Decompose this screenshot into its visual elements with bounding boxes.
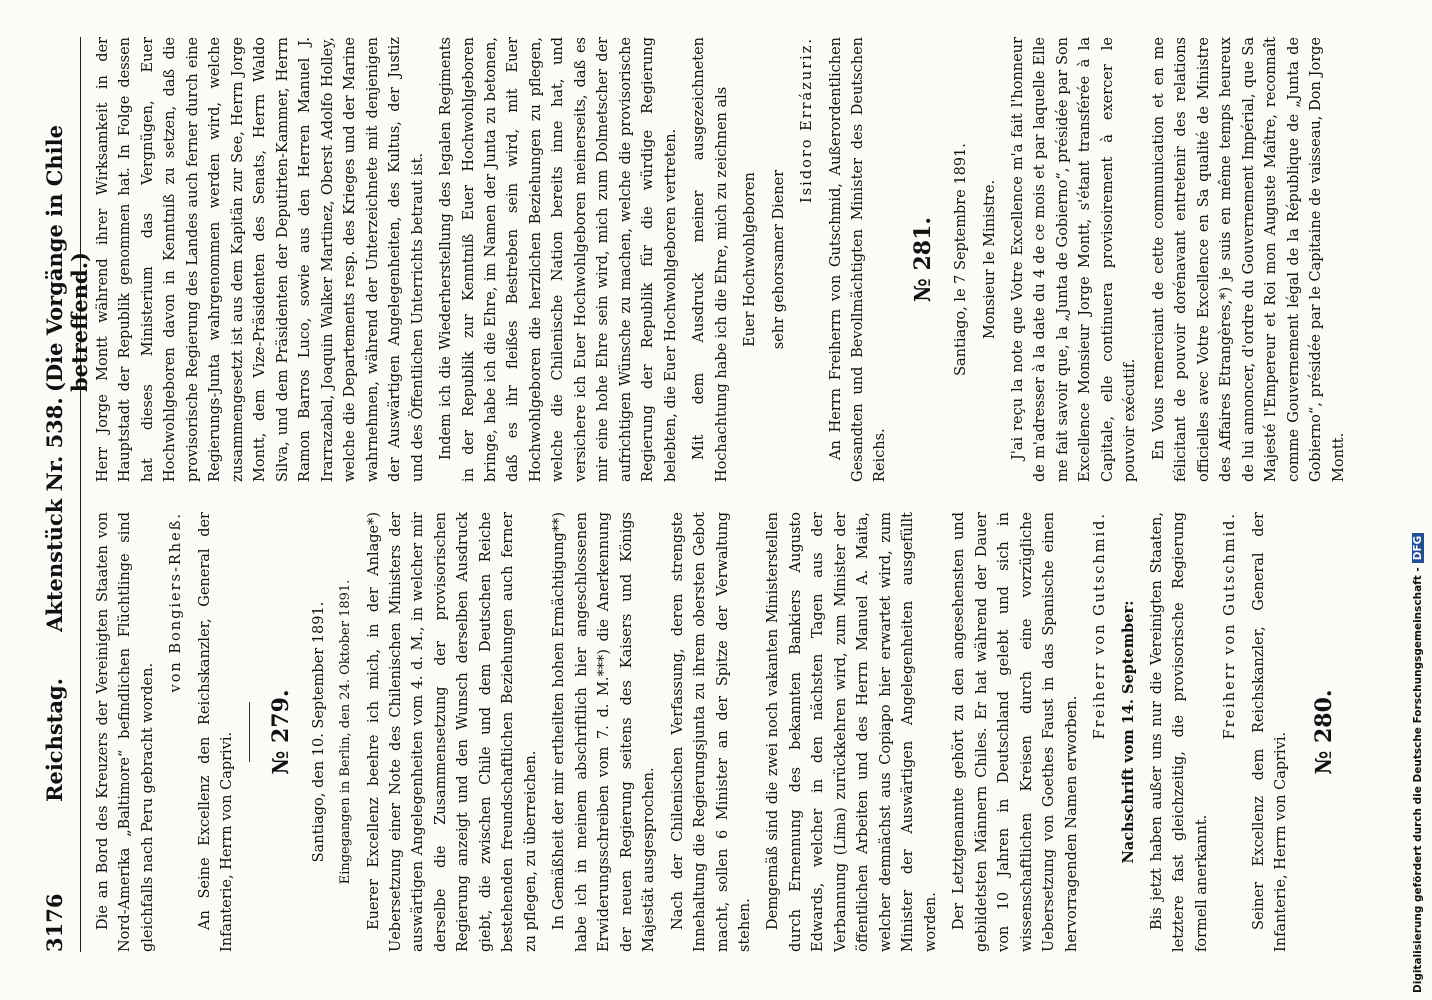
doc-281-salutation: Monsieur le Ministre. xyxy=(981,179,998,340)
doc-280-label xyxy=(1351,512,1352,952)
closing-line: Euer Hochwohlgeboren xyxy=(742,172,759,347)
document-subject: (Die Vorgänge in Chile betreffend.) xyxy=(42,124,92,392)
postscript-signature: Freiherr von Gutschmid. xyxy=(1222,512,1239,740)
doc-279-paragraph: Der Letztgenannte gehört zu den angesehensten und gebildetsten Männern Chiles. Er hat während der Dauer von 10 Jahren in Deutschland gelebt und sich in wissenschaftlichen Kreisen durch eine vorzügliche Uebersetzung von Goethes Faust in das Spanische einen hervorragenden Namen erworben. xyxy=(951,512,1080,952)
page-number: 3176 xyxy=(42,893,67,952)
doc-279-paragraph: Euerer Excellenz beehre ich mich, in der Anlage*) Uebersetzung einer Note des Chilenischen Ministers der auswärtigen Angelegenheiten vom 4. d. M., in welcher mir derselbe die Zusammensetzung der provisorischen Regierung anzeigt und den Wunsch derselben Ausdruck giebt, die zwischen Chile und dem Deutschen Reiche bestehenden freundschaftlichen Beziehungen auch ferner zu pflegen, zu überreichen. xyxy=(365,512,539,952)
document-number: Aktenstück Nr. 538. xyxy=(42,397,67,632)
doc-281-number: № 281. xyxy=(909,216,936,303)
doc-281-paragraph: En Vous remerciant de cette communication et en me félicitant de pouvoir dorénavant entretenir des relations officielles avec Votre Excellence en Sa qualité de Ministre des Affaires Etrangères,*) je suis en même temps heureux de lui annoncer, d'ordre du Gouvernement Impérial, que Sa Majesté l'Empereur et Roi mon Auguste Maître, reconnaît comme Gouvernement légal de la République de „Junta de Gobierno“, présidée par le Capitaine de vaisseau, Don Jorge Montt. xyxy=(1150,37,1347,482)
stamp-text: Digitalisierung gefördert durch die Deutsche Forschungsgemeinschaft - xyxy=(1412,567,1424,993)
left-column xyxy=(92,512,1352,952)
doc-280-continued: Herr Jorge Montt während ihrer Wirksamkeit in der Hauptstadt der Republik genommen hat. In Folge dessen hat dieses Ministerium das Vergnügen, Euer Hochwohlgeboren davon in Kenntniß zu setzen, daß die provisorische Regierung des Landes auch ferner durch eine Regierungs-Junta wahrgenommen werden wird, welche zusammengesetzt ist aus dem Kapitän zur See, Herrn Jorge Montt, dem Vize-Präsidenten des Senats, Herrn Waldo Silva, und dem Präsidenten der Deputirten-Kammer, Herrn Ramon Barros Luco, sowie aus den Herren Manuel J. Irarrazabal, Joaquin Walker Martinez, Oberst Adolfo Holley, welche die Departements resp. des Krieges und der Marine wahrnehmen, während der Unterzeichnete mit denjenigen der Auswärtigen Angelegenheiten, des Kultus, der Justiz und des Öffentlichen Unterrichts betraut ist. xyxy=(95,37,426,482)
intro-paragraph: Die an Bord des Kreuzers der Vereinigten Staaten von Nord-Amerika „Baltimore“ befindlichen Flüchtlinge sind gleichfalls nach Peru gebracht worden. xyxy=(95,512,156,952)
doc-280-number: № 280. xyxy=(1310,689,1337,775)
doc-281-date: Santiago, le 7 Septembre 1891. xyxy=(953,143,970,376)
digitization-stamp xyxy=(1412,8,1430,993)
doc-279-date: Santiago, den 10. September 1891. xyxy=(310,601,327,863)
doc-280-paragraph: Indem ich die Wiederherstellung des legalen Regiments in der Republik zur Kenntniß Euer Hochwohlgeboren bringe, habe ich die Ehre, im Namen der Junta zu betonen, daß es ihr fleißes Bestreben sein wird, mit Euer Hochwohlgeboren die herzlichen Beziehungen zu pflegen, welche die Chilenische Nation bereits inne hat, und versichere ich Euer Hochwohlgeboren meinerseits, daß es mir eine hohe Ehre sein wird, mich zum Dolmetscher der aufrichtigen Wünsche zu machen, welche die provisorische Regierung der Republik für die würdige Regierung belebten, die Euer Hochwohlgeboren vertreten. xyxy=(438,37,679,482)
publication-title: Reichstag. xyxy=(42,678,67,802)
right-column xyxy=(92,37,1352,482)
dfg-logo: DFG xyxy=(1412,533,1424,564)
doc-279-number: № 279. xyxy=(267,689,294,775)
page-header xyxy=(36,37,92,952)
doc-281-paragraph: J'ai reçu la note que Votre Excellence m'a fait l'honneur de m'adresser à la date du 4 de ce mois et par laquelle Elle me fait savoir que, la „Junta de Gobierno“, présidée par Son Excellence Monsieur Jorge Montt, s'étant transférée à la Capitale, elle continuera provisoirement à exercer le pouvoir exécutif. xyxy=(1009,37,1139,482)
doc-279-signature: Freiherr von Gutschmid. xyxy=(1092,512,1109,740)
doc-280-signature: Isidoro Errázuriz. xyxy=(799,37,816,203)
doc-279-paragraph: In Gemäßheit der mir ertheilten hohen Ermächtigung**) habe ich in meinem abschriftlich hier angeschlossenen Erwiderungsschreiben vom 7. d. M.***) die Anerkennung der neuen Regierung seitens des Kaisers und Königs Majestät ausgesprochen. xyxy=(551,512,658,952)
doc-279-paragraph: Demgemäß sind die zwei noch vakanten Ministerstellen durch Ernennung des bekannten Bankiers Augusto Edwards, welcher in den nächsten Tagen aus der Verbannung (Lima) zurückkehren wird, zum Minister der öffentlichen Arbeiten und des Herrn Manuel A. Maita, welcher demnächst aus Copiapo hier erwartet wird, zum Minister der Auswärtigen Angelegenheiten ausgefüllt worden. xyxy=(765,512,939,952)
postscript-title: Nachschrift vom 14. September: xyxy=(1119,600,1137,864)
doc-279-address: Seiner Excellenz dem Reichskanzler, General der Infanterie, Herrn von Caprivi. xyxy=(1250,512,1290,952)
intro-signature: von Bongiers-Rheß. xyxy=(168,512,185,693)
intro-address: An Seine Excellenz den Reichskanzler, General der Infanterie, Herrn von Caprivi. xyxy=(196,512,236,952)
doc-280-paragraph: Mit dem Ausdruck meiner ausgezeichneten Hochachtung habe ich die Ehre, mich zu zeichnen als xyxy=(691,37,730,482)
doc-280-address: An Herrn Freiherrn von Gutschmid, Außerordentlichen Gesandten und Bevollmächtigten Minister des Deutschen Reichs. xyxy=(827,37,889,482)
postscript-text: Bis jetzt haben außer uns nur die Vereinigten Staaten, letztere fast gleichzeitig, die provisorische Regierung formell anerkannt. xyxy=(1148,512,1210,952)
page-content xyxy=(36,37,1396,952)
doc-279-received: Eingegangen in Berlin, den 24. Oktober 1891. xyxy=(338,579,354,885)
closing-line: sehr gehorsamer Diener xyxy=(770,169,787,350)
divider xyxy=(249,702,250,762)
doc-279-paragraph: Nach der Chilenischen Verfassung, deren strengste Innehaltung die Regierungsjunta zu ihrem obersten Gebot macht, sollen 6 Minister an der Spitze der Verwaltung stehen. xyxy=(669,512,754,952)
